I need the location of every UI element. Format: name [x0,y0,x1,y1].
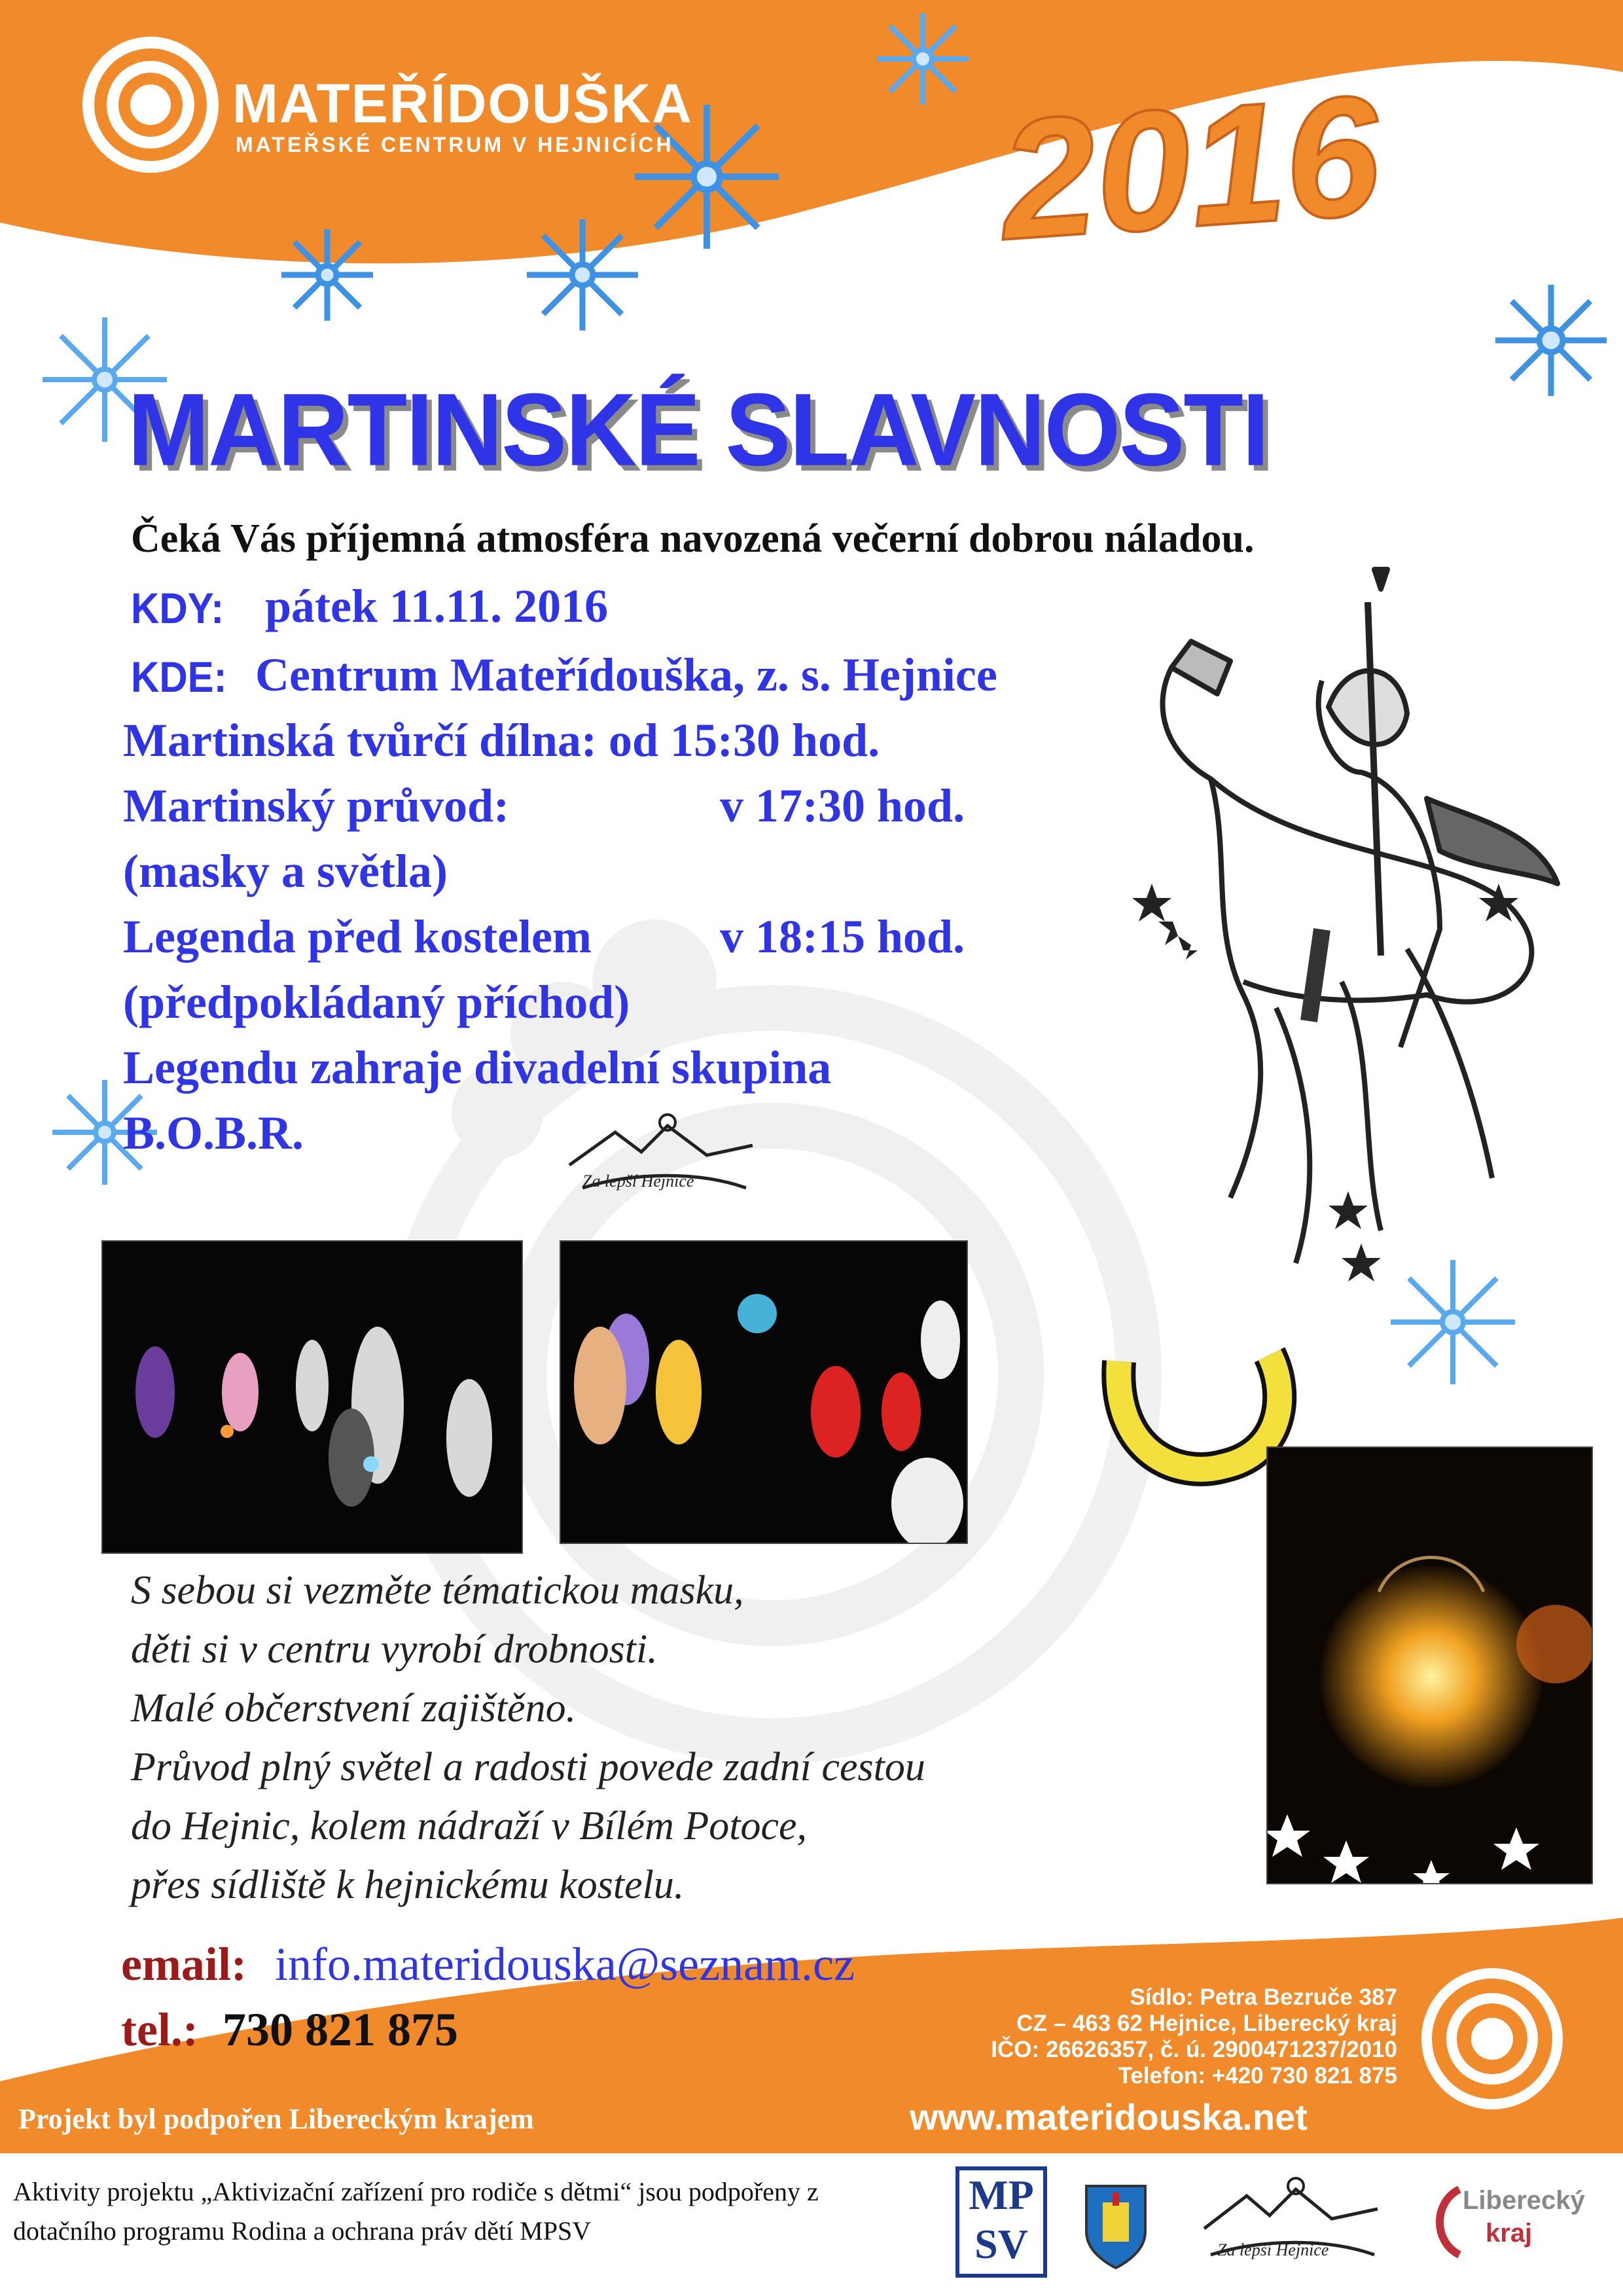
za-lepsi-hejnice-logo [556,1106,766,1204]
lantern-photo [1266,1446,1593,1884]
program-procession: Martinský průvod: [123,780,510,832]
year-graphic: 2016 [995,60,1386,276]
mpsv-logo-line-1: MP [969,2172,1034,2218]
support-note: Projekt byl podpořen Libereckým krajem [18,2103,534,2135]
footer-line-2: dotačního programu Rodina a ochrana práv dětí MPSV [13,2216,592,2246]
procession-photo-2 [560,1240,968,1544]
kraj-logo-line-1: Liberecký [1463,2186,1585,2215]
snowflake-icon [877,13,969,105]
footer-line-1: Aktivity projektu „Aktivizační zařízení pro rodiče s dětmi“ jsou podpořeny z [13,2177,819,2206]
address-line-1: Sídlo: Petra Bezruče 387 [1130,1984,1397,2010]
program-workshop: Martinská tvůrčí dílna: od 15:30 hod. [123,714,880,766]
program-performer: Legendu zahraje divadelní skupina [123,1041,832,1094]
program-procession-note: (masky a světla) [123,845,448,897]
description-line-5: do Hejnic, kolem nádraží v Bílém Potoce, [131,1804,808,1848]
snowflake-icon [1391,1260,1515,1384]
when-value: pátek 11.11. 2016 [265,580,609,632]
tel-value: 730 821 875 [223,2003,458,2056]
description-line-4: Průvod plný světel a radosti povede zadní cestou [131,1745,925,1789]
address-block [991,1984,1397,2089]
snowflake-icon [1495,285,1607,396]
procession-photo-1 [101,1240,523,1554]
program-legend-time: v 18:15 hod. [720,910,965,963]
address-line-2: CZ – 463 62 Hejnice, Liberecký kraj [1016,2011,1397,2036]
event-title: MARTINSKÉ SLAVNOSTI [128,371,1268,488]
tel-label: tel.: [121,2003,198,2056]
saint-martin-illustration [1163,569,1558,1263]
address-line-3: IČO: 26626357, č. ú. 2900471237/2010 [991,2037,1397,2062]
website-link[interactable]: www.materidouska.net [910,2096,1308,2138]
where-value: Centrum Mateřídouška, z. s. Hejnice [255,649,997,701]
materidouska-logo-icon [88,43,213,167]
program-performer-name: B.O.B.R. [123,1107,304,1159]
address-line-4: Telefon: +420 730 821 875 [1118,2063,1397,2089]
description-line-3: Malé občerstvení zajištěno. [131,1686,577,1731]
mpsv-logo [955,2166,1047,2278]
snowflake-icon [527,219,638,331]
org-subtitle: MATEŘSKÉ CENTRUM V HEJNICÍCH [236,133,674,156]
mpsv-logo-line-2: SV [974,2221,1028,2267]
when-label: KDY: [131,584,224,633]
program-legend-note: (předpokládaný příchod) [123,976,630,1028]
footer-hejnice-logo-text: Za lepší Hejnice [1217,2240,1329,2259]
partner-logo-text: Za lepší Hejnice [582,1172,694,1191]
liberecky-kraj-logo [1427,2179,1597,2265]
program-legend: Legenda před kostelem [123,910,592,963]
hejnice-coat-of-arms-icon [1080,2173,1152,2271]
kraj-logo-line-2: kraj [1486,2219,1533,2248]
org-name: MATEŘÍDOUŠKA [232,73,693,134]
description-line-2: děti si v centru vyrobí drobnosti. [131,1627,658,1672]
email-label: email: [121,1938,247,1990]
description-line-6: přes sídliště k hejnickému kostelu. [131,1863,685,1907]
email-link[interactable]: info.materidouska@seznam.cz [275,1938,855,1990]
snowflake-icon [281,229,373,321]
where-label: KDE: [131,653,227,702]
event-intro: Čeká Vás příjemná atmosféra navozená večerní dobrou náladou. [131,516,1255,561]
footer-hejnice-logo [1191,2170,1387,2274]
footer-logo-icon [1427,1973,1558,2104]
program-procession-time: v 17:30 hod. [720,780,965,832]
description-line-1: S sebou si vezměte tématickou masku, [131,1568,744,1613]
